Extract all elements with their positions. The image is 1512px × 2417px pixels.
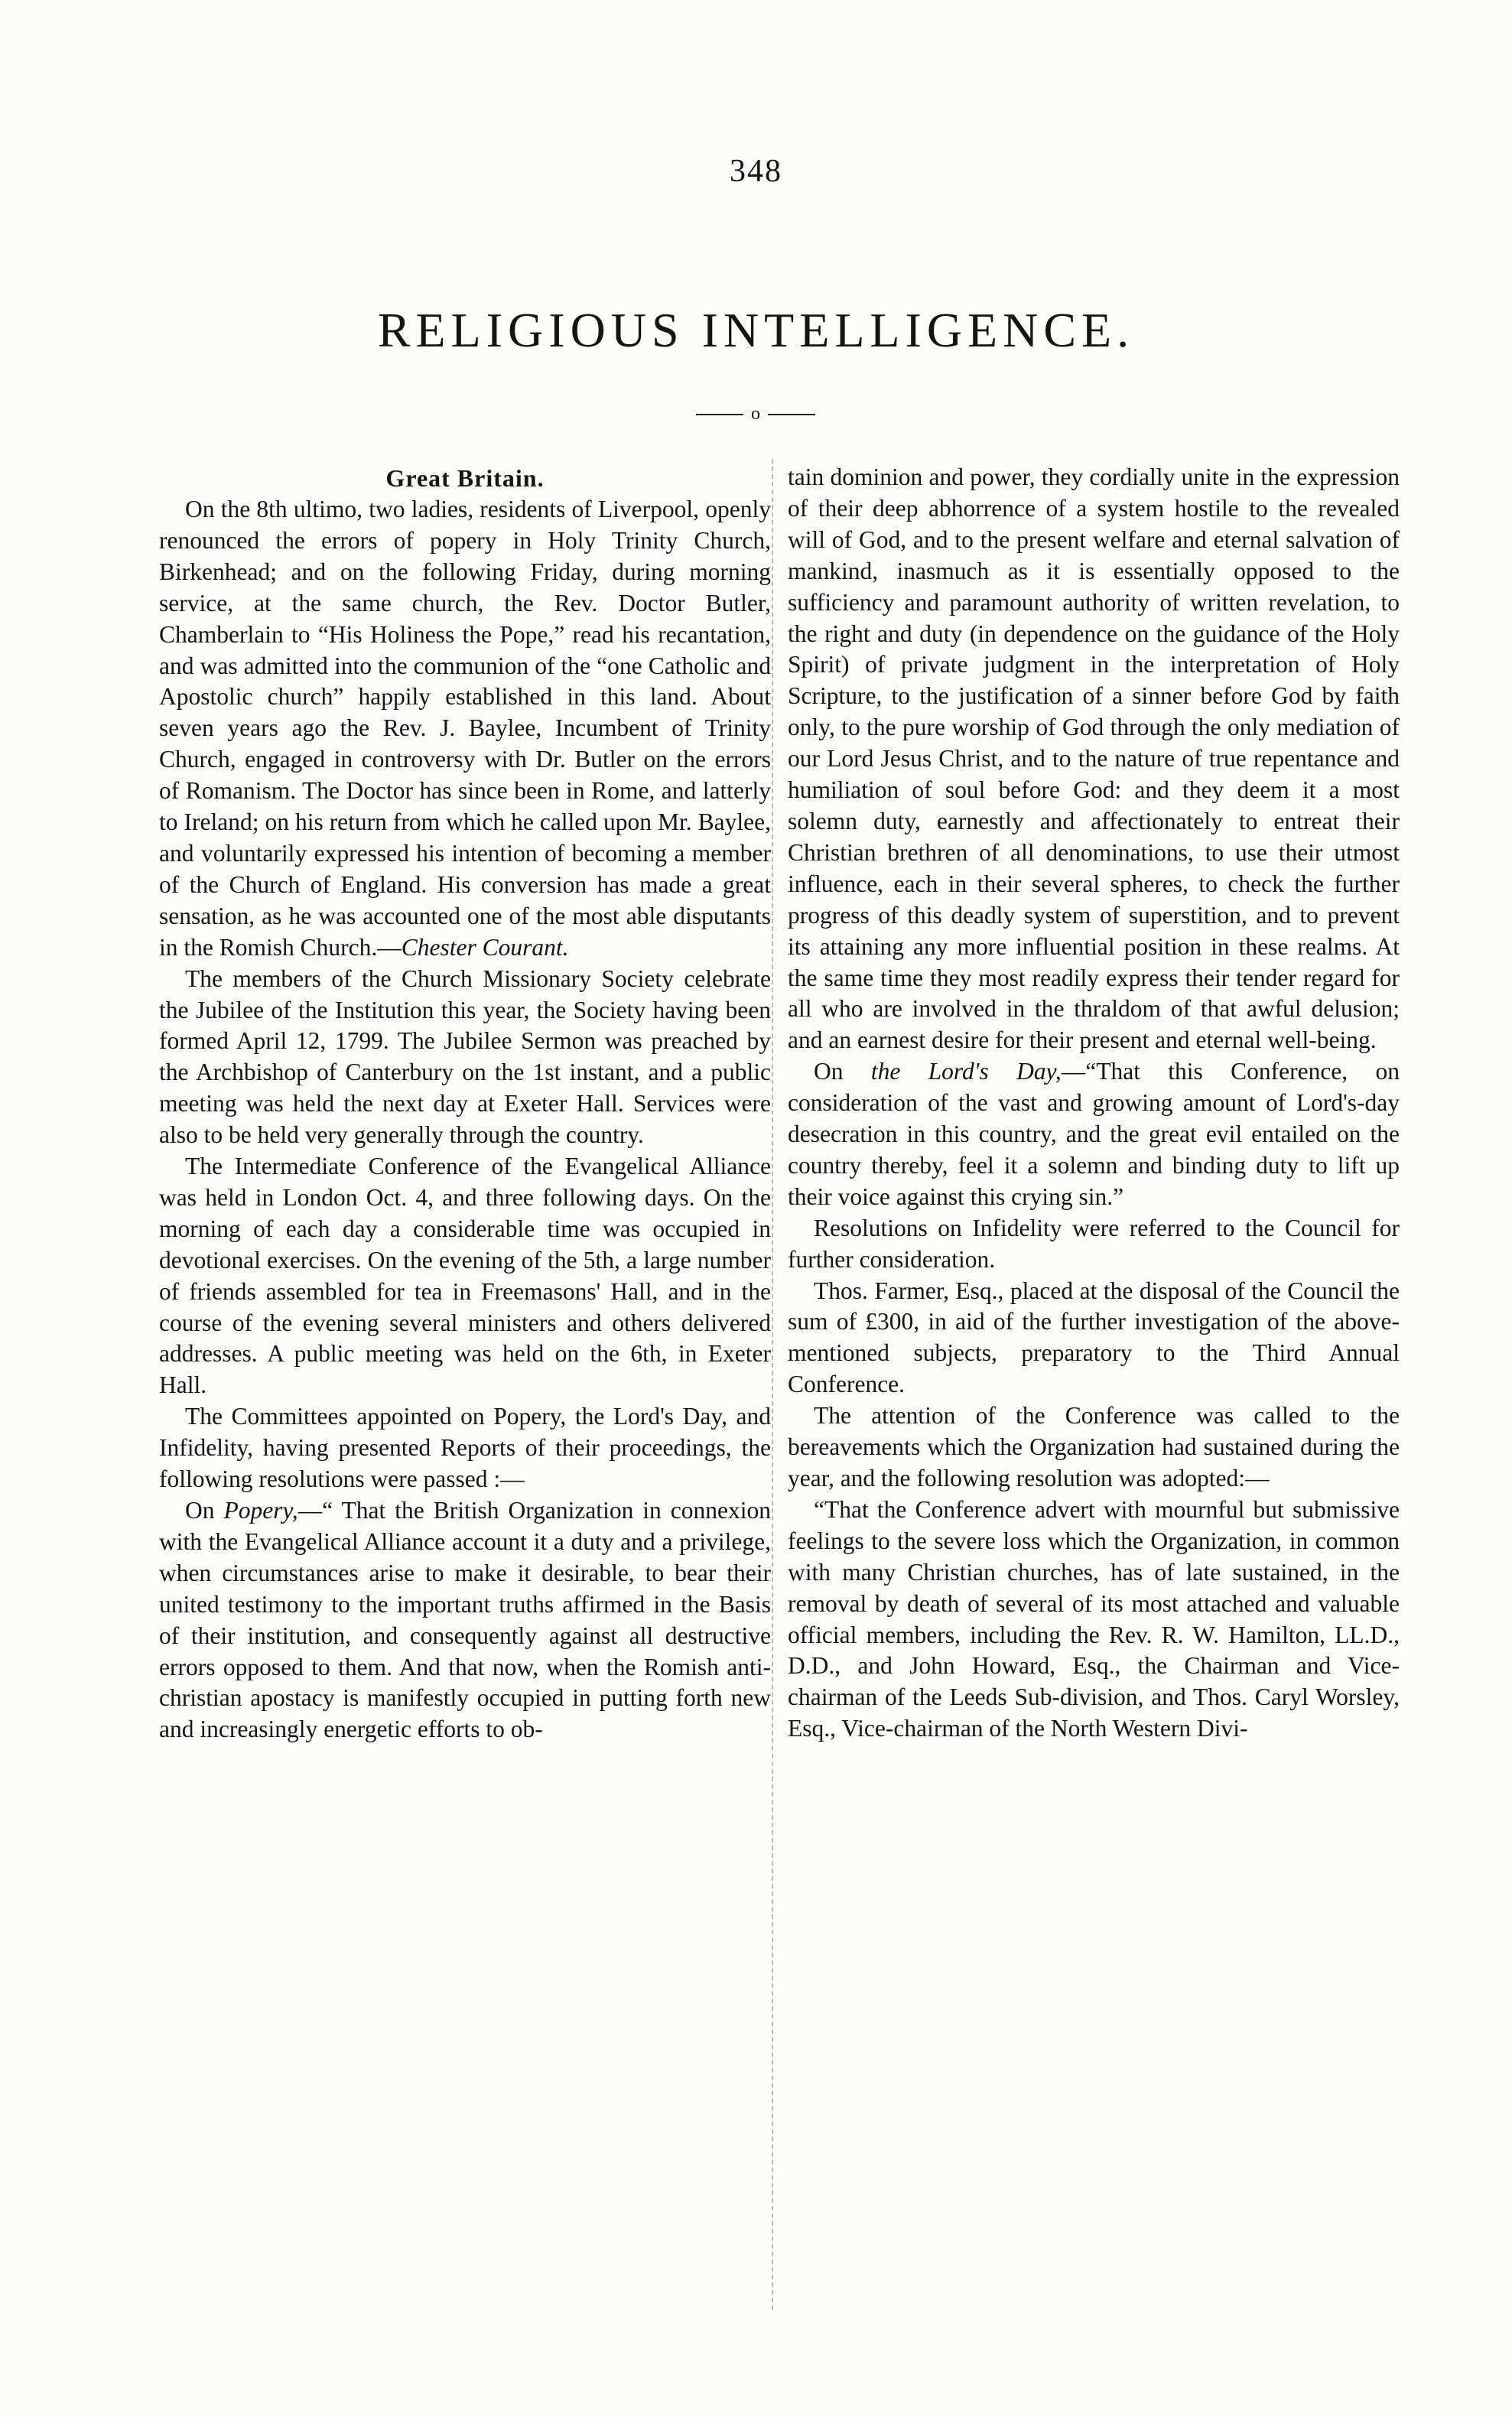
paragraph-text: —“ That the British Organization in connexion with the Evangelical Alliance account it a duty and a privilege, when circumstances arise to make it desirable, to bear their united testimony to the important truths affirmed in the Basis of their institution, and consequently against all destructive errors opposed to them. And that now, when the Romish anti-christian apostacy is manifestly occupied in putting forth new and increasingly energetic efforts to ob-	[159, 1497, 772, 1743]
paragraph	[159, 494, 771, 964]
paragraph-text: —“That this Conference, on consideration of the vast and growing amount of Lord's-day desecration in this country, and the great evil entailed on the country thereby, feel it a solemn and binding duty to lift up their voice against this crying sin.”	[788, 1058, 1400, 1210]
paragraph	[788, 1056, 1400, 1213]
resolution-topic: Popery,	[223, 1497, 298, 1524]
page-number: 348	[730, 154, 782, 189]
paragraph: The members of the Church Missionary Society celebrate the Jubilee of the Institution this year, the Society having been formed April 12, 1799. The Jubilee Sermon was preached by the Archbishop of Canterbury on the 1st instant, and a public meeting was held the next day at Exeter Hall. Services were also to be held very generally through the country.	[159, 965, 771, 1149]
paragraph-text: On the 8th ultimo, two ladies, residents of Liverpool, openly renounced the errors of popery in Holy Trinity Church, Birkenhead; and on the following Friday, during morning service, at the same church, the Rev. Doctor Butler, Chamberlain to “His Holiness the Pope,” read his recantation, and was admitted into the communion of the “one Catholic and Apostolic church” happily established in this land. About seven years ago the Rev. J. Baylee, Incumbent of Trinity Church, engaged in controversy with Dr. Butler on the errors of Romanism. The Doctor has since been in Rome, and latterly to Ireland; on his return from which he called upon Mr. Baylee, and voluntarily expressed his intention of becoming a member of the Church of England. His conversion has made a great sensation, as he was accounted one of the most able disputants in the Romish Church.—	[159, 496, 771, 961]
title-rule: o	[696, 404, 815, 425]
paragraph: “That the Conference advert with mournful but submissive feelings to the severe loss which the Organization, in common with many Christian churches, has of late sustained, in the removal by death of several of its most attached and valuable official members, including the Rev. R. W. Hamilton, LL.D., D.D., and John Howard, Esq., the Chairman and Vice-chairman of the Leeds Sub-division, and Thos. Caryl Worsley, Esq., Vice-chairman of the North Western Divi-	[788, 1495, 1400, 1742]
paragraph: Resolutions on Infidelity were referred to the Council for further consideration.	[788, 1214, 1400, 1273]
paragraph: The Committees appointed on Popery, the Lord's Day, and Infidelity, having presented Reports of their proceedings, the following resolutions were passed :—	[159, 1403, 771, 1493]
resolution-topic: the Lord's Day,	[870, 1058, 1062, 1085]
paragraph-lead: On	[814, 1058, 871, 1085]
paragraph: The Intermediate Conference of the Evangelical Alliance was held in London Oct. 4, and three following days. On the morning of each day a considerable time was occupied in devotional exercises. On the evening of the 5th, a large number of friends assembled for tea in Freemasons' Hall, and in the course of the evening several ministers and others delivered addresses. A public meeting was held on the 6th, in Exeter Hall.	[159, 1153, 771, 1399]
column-divider	[772, 459, 773, 2310]
left-column	[159, 462, 771, 1745]
page-title: RELIGIOUS INTELLIGENCE.	[377, 303, 1135, 357]
section-heading: Great Britain.	[385, 464, 545, 492]
paragraph: tain dominion and power, they cordially unite in the expression of their deep abhorrence of a system hostile to the revealed will of God, and to the present welfare and eternal salvation of mankind, inasmuch as it is essentially opposed to the sufficiency and paramount authority of written revelation, to the right and duty (in dependence on the guidance of the Holy Spirit) of private judgment in the interpretation of Holy Scripture, to the justification of a sinner before God by faith only, to the pure worship of God through the only mediation of our Lord Jesus Christ, and to the nature of true repentance and humiliation of soul before God: and they deem it a most solemn duty, earnestly and affectionately to entreat their Christian brethren of all denominations, to use their utmost influence, each in their several spheres, to check the further progress of this deadly system of superstition, and to prevent its attaining any more influential position in these realms. At the same time they most readily express their tender regard for all who are involved in the thraldom of that awful delusion; and an earnest desire for their present and eternal well-being.	[788, 464, 1400, 1054]
paragraph: Thos. Farmer, Esq., placed at the disposal of the Council the sum of £300, in aid of the further investigation of the above-mentioned subjects, preparatory to the Third Annual Conference.	[788, 1277, 1400, 1398]
source-citation: Chester Courant.	[401, 933, 569, 961]
paragraph	[159, 1495, 771, 1745]
right-column	[788, 462, 1400, 1745]
paragraph: The attention of the Conference was called to the bereavements which the Organization had sustained during the year, and the following resolution was adopted:—	[788, 1402, 1400, 1492]
paragraph-lead: On	[185, 1497, 224, 1524]
